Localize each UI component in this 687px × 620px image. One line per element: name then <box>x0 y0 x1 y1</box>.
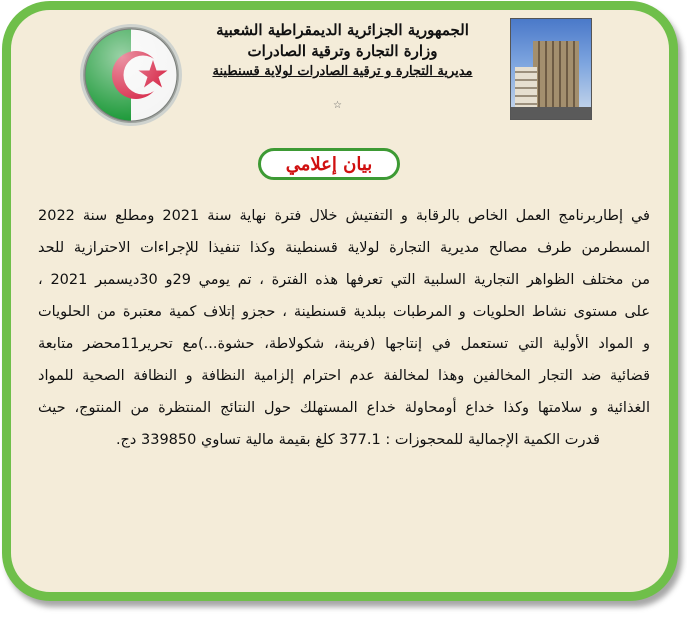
body-line: في إطاربرنامج العمل الخاص بالرقابة و التفتيش خلال فترة نهاية سنة 2021 ومطلع سنة 2022 <box>38 208 650 224</box>
page-title: بيان إعلامي <box>285 153 373 175</box>
building-photo <box>510 18 592 120</box>
algeria-flag-icon <box>78 22 184 128</box>
title-badge <box>258 148 400 180</box>
republic-name: الجمهورية الجزائرية الديمقراطية الشعبية <box>216 21 469 39</box>
announcement-body <box>38 200 650 456</box>
body-line: على مستوى نشاط الحلويات و المرطبات ببلدية قسنطينة ، حجزو إتلاف كمية معتبرة من الحلويات <box>38 304 650 320</box>
body-line: المسطرمن طرف مصالح مديرية التجارة لولاية قسنطينة وكذا تنفيذا للإجراءات الاحترازية للحد <box>38 240 650 256</box>
street <box>511 107 591 119</box>
directorate-name: مديرية التجارة و ترقية الصادرات لولاية قسنطينة <box>212 64 473 79</box>
body-line: قضائية ضد التجار المخالفين وهذا لمخالفة عدم احترام إلزامية النظافة و النظافة الصحية للمواد <box>38 368 650 384</box>
body-line: الغذائية و سلامتها وكذا خداع أومحاولة خداع المستهلك حول النتائج المنتظرة من المنتوج، حيث <box>38 400 650 416</box>
ministry-header <box>180 20 505 81</box>
body-line: من مختلف الظواهر التجارية السلبية التي تعرفها هذه الفترة ، تم يومي 29و 30ديسمبر 2021 ، <box>38 272 650 288</box>
body-line: قدرت الكمية الإجمالية للمحجوزات : 377.1 كلغ بقيمة مالية تساوي 339850 دج. <box>115 432 600 448</box>
body-line: و المواد الأولية التي تستعمل في إنتاجها (فرينة، شكولاطة، حشوة...)مع تحرير11محضر متابعة <box>38 336 650 352</box>
small-star-icon: ☆ <box>333 100 342 111</box>
ministry-name: وزارة التجارة وترقية الصادرات <box>247 42 438 60</box>
